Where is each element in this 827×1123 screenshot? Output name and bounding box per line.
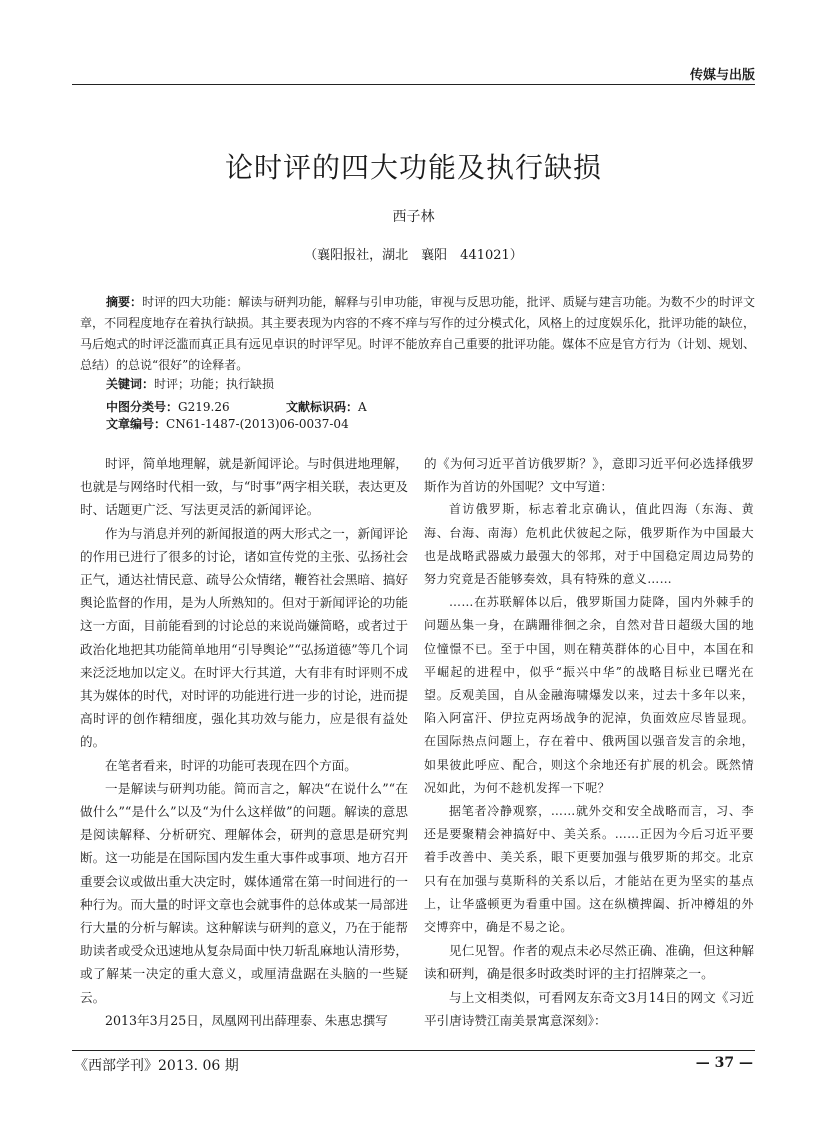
keywords [106,375,274,392]
keywords-text: 时评；功能；执行缺损 [154,377,275,391]
clc-code [106,398,286,415]
document-code [286,398,428,415]
doc-value: A [358,400,367,414]
article-number-value: CN61-1487-(2013)06-0037-04 [166,417,349,431]
article-title: 论时评的四大功能及执行缺损 [224,151,602,184]
body-paragraph: 时评，简单地理解，就是新闻评论。与时俱进地理解，也就是与网络时代相一致，与“时事”两字相关联，表达更及时、话题更广泛、写法更灵活的新闻评论。 [80,456,408,518]
body-paragraph: 见仁见智。作者的观点未必尽然正确、准确，但这种解读和研判，确是很多时政类时评的主打招牌菜之一。 [424,943,754,982]
clc-label: 中图分类号： [106,400,179,414]
header-rule [72,84,755,85]
body-paragraph: 2013年3月25日，凤凰网刊出薛理泰、朱惠忠撰写 [105,1012,388,1028]
classification-line [106,398,666,432]
author-affiliation: （襄阳报社，湖北 襄阳 441021） [304,248,523,263]
body-left-column [80,452,408,1032]
keywords-label: 关键词： [106,377,155,391]
quoted-paragraph: 据笔者冷静观察，……就外交和安全战略而言，习、李还是要聚精会神搞好中、美关系。……正因为今后习近平要着手改善中、美关系，眼下更要加强与俄罗斯的邦交。北京只有在加强与莫斯科的关系以后，才能站在更为坚实的基点上，让华盛顿更为看重中国。这在纵横捭阖、折冲樽俎的外交博弈中，确是不易之论。 [424,804,754,935]
body-paragraph: 与上文相类似，可看网友东奇文3月14日的网文《习近平引唐诗赞江南美景寓意深刻》： [424,989,754,1028]
clc-value: G219.26 [178,400,230,414]
doc-label: 文献标识码： [286,400,359,414]
abstract [80,292,755,376]
body-paragraph: 作为与消息并列的新闻报道的两大形式之一，新闻评论的作用已进行了很多的讨论，诸如宣传党的主张、弘扬社会正气，通达社情民意、疏导公众情绪，鞭笞社会黑暗、搞好舆论监督的作用，是为人所熟知的。但对于新闻评论的功能这一方面，目前能看到的讨论总的来说尚嫌简略，或者过于政治化地把其功能简单地用“引导舆论”“弘扬道德”等几个词来泛泛地加以定义。在时评大行其道，大有非有时评则不成其为媒体的时代，对时评的功能进行进一步的讨论，进而提高时评的创作精细度，强化其功效与能力，应是很有益处的。 [80,525,409,750]
article-number-label: 文章编号： [106,417,167,431]
quoted-paragraph: 首访俄罗斯，标志着北京确认，值此四海（东海、黄海、台海、南海）危机此伏彼起之际，俄罗斯作为中国最大也是战略武器威力最强大的邻邦，对于中国稳定周边局势的努力究竟是否能够奏效，具有特殊的意义…… [424,502,754,587]
section-label: 传媒与出版 [689,68,755,83]
page-number: — 37 — [695,1055,753,1071]
author-name: 西子林 [392,209,435,225]
body-paragraph: 的《为何习近平首访俄罗斯？》，意即习近平何必选择俄罗斯作为首访的外国呢？文中写道： [424,456,754,495]
article-number [106,415,349,432]
body-right-column [424,452,754,1032]
abstract-label: 摘要： [106,295,143,309]
journal-citation: 《西部学刊》2013. 06 期 [74,1058,239,1074]
body-paragraph: 一是解读与研判功能。简而言之，解决“在说什么”“在做什么”“是什么”以及“为什么这样做”的问题。解读的意思是阅读解释、分析研究、理解体会，研判的意思是研究判断。这一功能是在国际国内发生重大事件或事项、地方召开重要会议或做出重大决定时，媒体通常在第一时间进行的一种行为。而大量的时评文章也会就事件的总体或某一局部进行大量的分析与解读。这种解读与研判的意义，乃在于能帮助读者或受众迅速地从复杂局面中快刀斩乱麻地认清形势，或了解某一决定的重大意义，或厘清盘踞在头脑的一些疑云。 [80,780,408,1005]
footer-rule [72,1050,755,1051]
quoted-paragraph: ……在苏联解体以后，俄罗斯国力陡降，国内外棘手的问题丛集一身，在蹒跚徘徊之余，自然对昔日超级大国的地位憧憬不已。至于中国，则在精英群体的心目中，本国在和平崛起的进程中，似乎“振兴中华”的战略目标业已曙光在望。反观美国，自从金融海啸爆发以来，过去十多年以来，陷入阿富汗、伊拉克两场战争的泥淖，负面效应尽皆显现。在国际热点问题上，存在着中、俄两国以强音发言的余地，如果彼此呼应、配合，则这个余地还有扩展的机会。既然情况如此，为何不趁机发挥一下呢？ [424,595,754,795]
abstract-text: 时评的四大功能：解读与研判功能，解释与引申功能，审视与反思功能，批评、质疑与建言功能。为数不少的时评文章，不同程度地存在着执行缺损。其主要表现为内容的不疼不痒与写作的过分模式化，风格上的过度娱乐化，批评功能的缺位，马后炮式的时评泛滥而真正具有远见卓识的时评罕见。时评不能放弃自己重要的批评功能。媒体不应是官方行为（计划、规划、总结）的总说“很好”的诠释者。 [80,295,755,372]
body-paragraph: 在笔者看来，时评的功能可表现在四个方面。 [105,757,357,773]
